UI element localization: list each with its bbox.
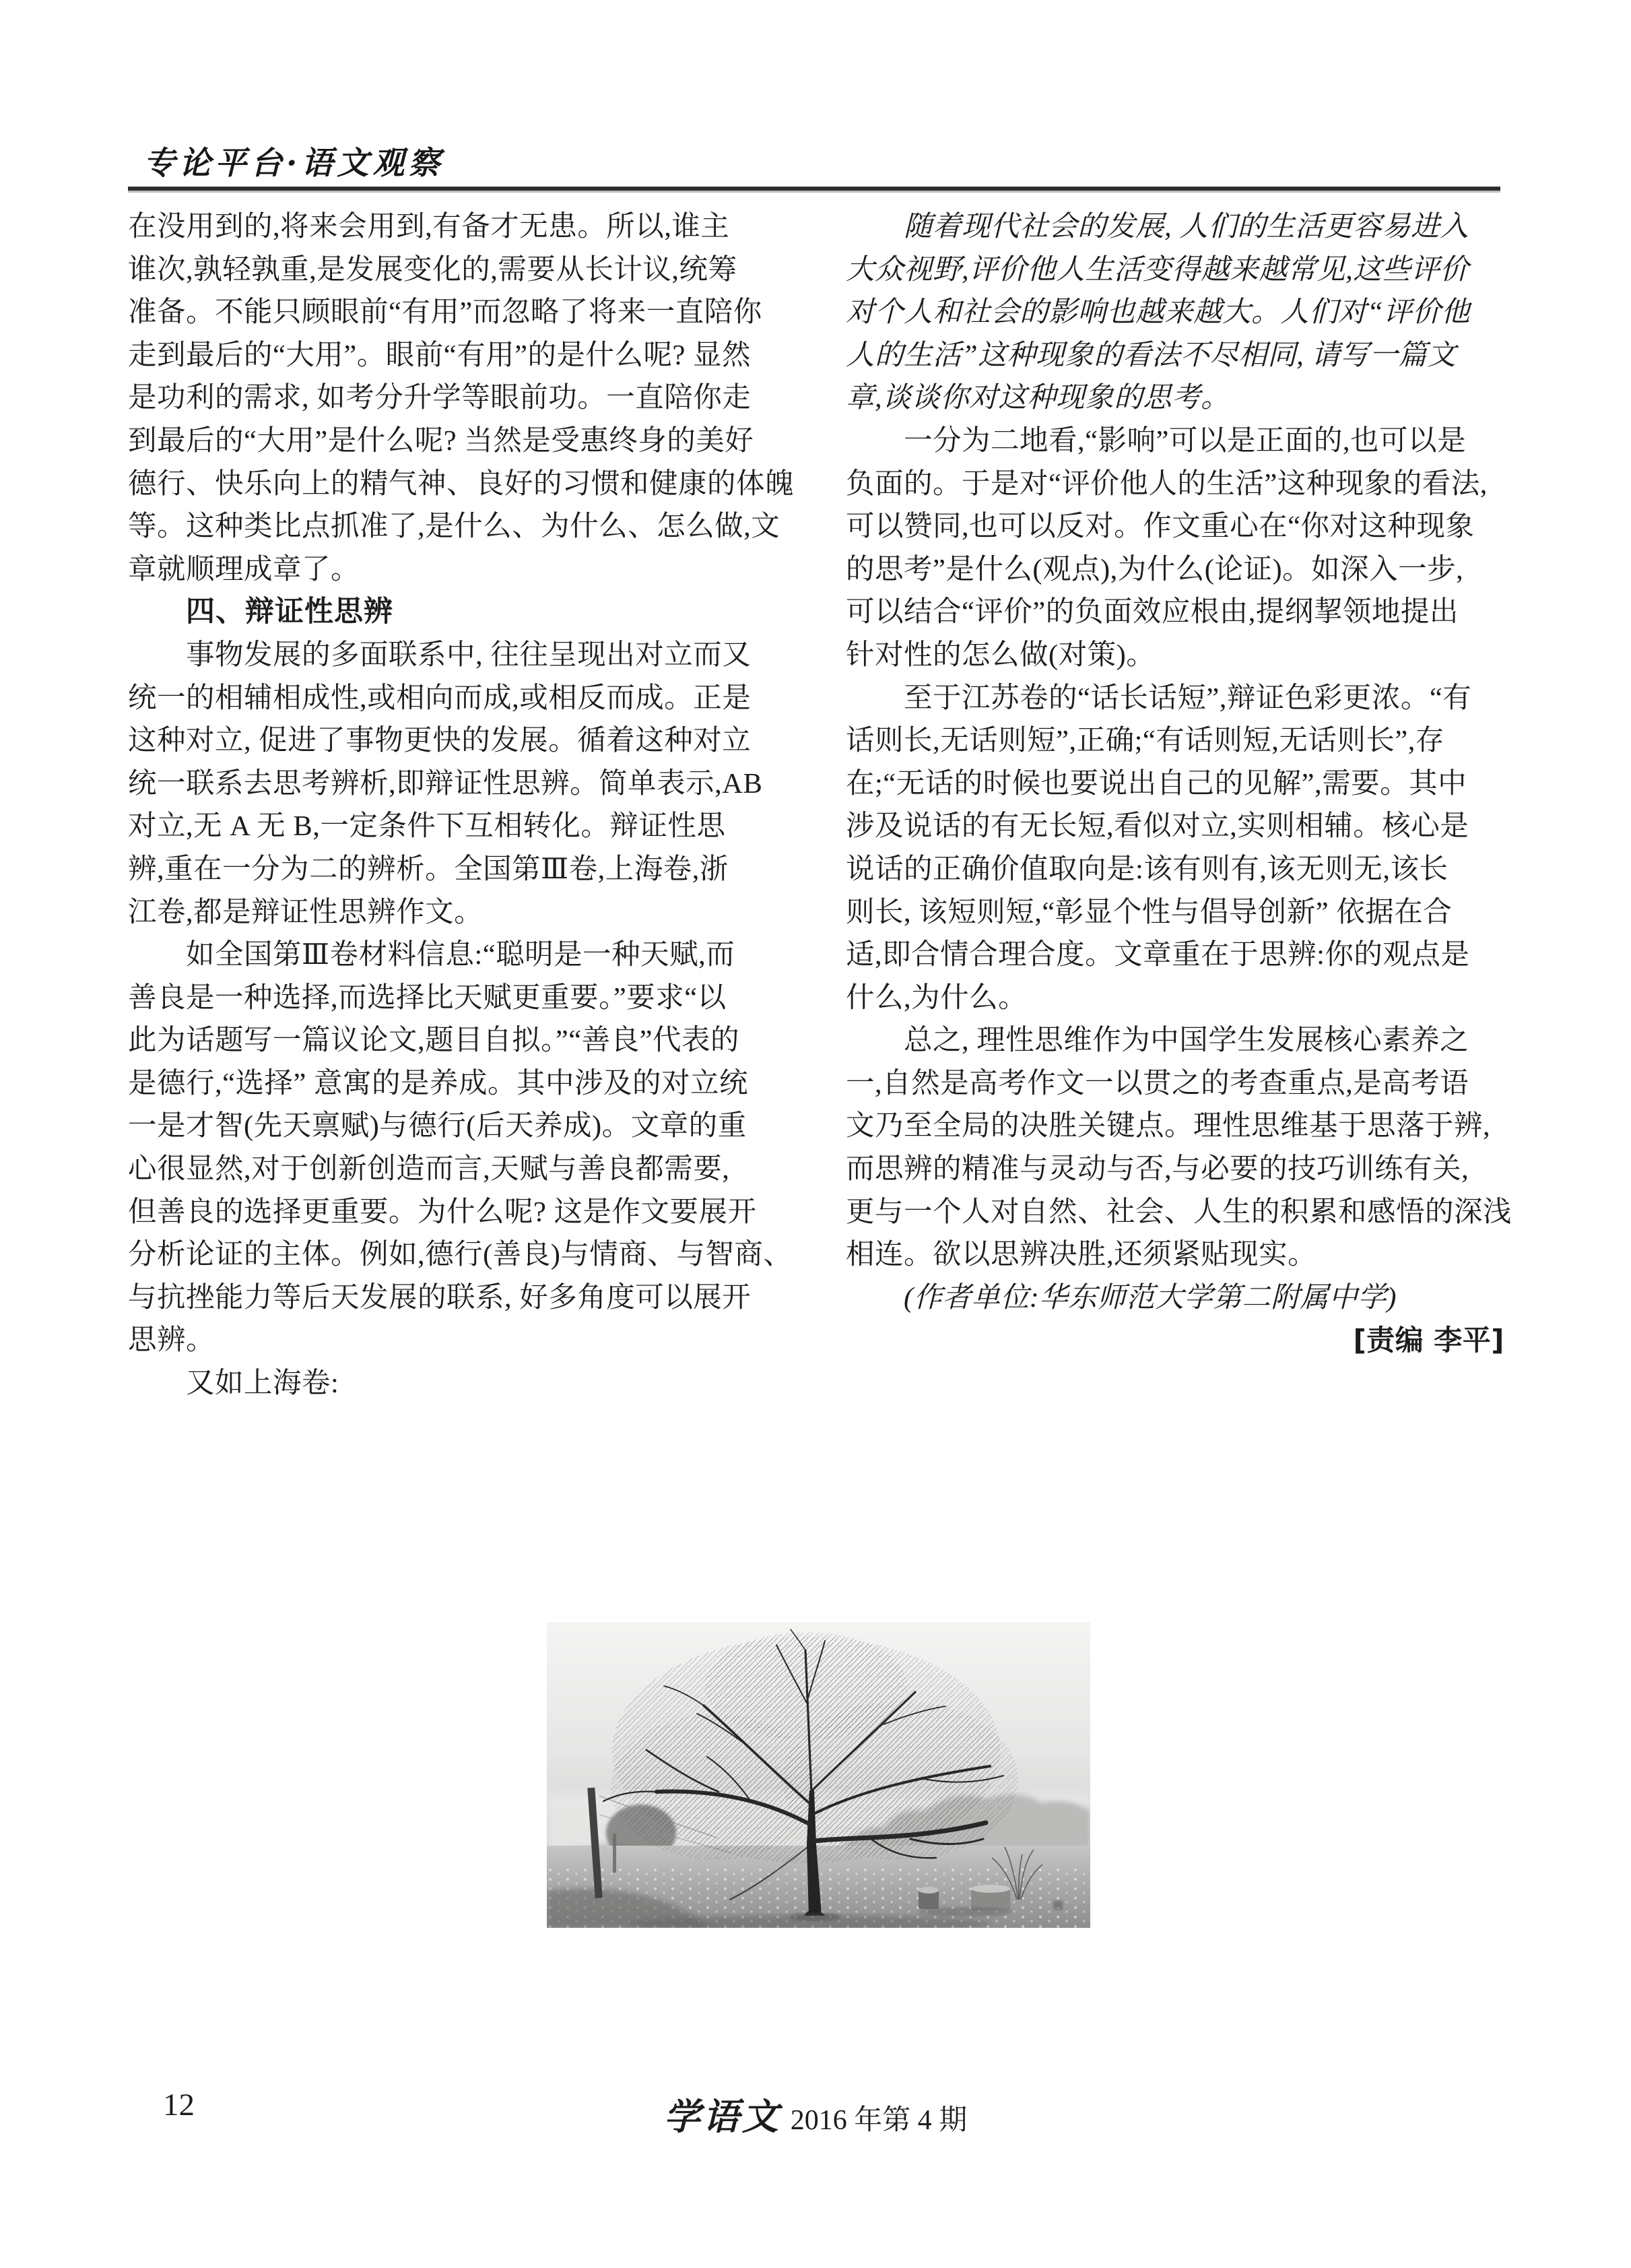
text-line: 可以结合“评价”的负面效应根由,提纲挈领地提出 [846, 596, 1459, 628]
text-line: 章就顺理成章了。 [128, 553, 360, 585]
text-line: 准备。不能只顾眼前“有用”而忽略了将来一直陪你 [128, 296, 762, 329]
right-column [846, 205, 1512, 1362]
text-line: 如全国第Ⅲ卷材料信息:“聪明是一种天赋,而 [186, 939, 735, 971]
text-line: 相连。欲以思辨决胜,还须紧贴现实。 [846, 1239, 1317, 1271]
section-heading: 四、辩证性思辨 [186, 595, 393, 629]
editor-credit: [责编 李平] [1353, 1324, 1504, 1357]
text-line: 统一联系去思考辨析,即辩证性思辨。简单表示,AB [128, 767, 763, 800]
text-line: 说话的正确价值取向是:该有则有,该无则无,该长 [846, 853, 1449, 885]
text-line: 人的生活”这种现象的看法不尽相同, 请写一篇文 [846, 339, 1457, 371]
text-line: 总之, 理性思维作为中国学生发展核心素养之 [904, 1025, 1469, 1057]
text-line: 更与一个人对自然、社会、人生的积累和感悟的深浅 [846, 1196, 1512, 1228]
text-line: 对立,无 A 无 B,一定条件下互相转化。辩证性思 [128, 810, 726, 843]
text-line: 又如上海卷: [186, 1367, 339, 1400]
text-line: 思辨。 [128, 1324, 215, 1357]
text-line: 到最后的“大用”是什么呢? 当然是受惠终身的美好 [128, 424, 754, 457]
text-line: 心很显然,对于创新创造而言,天赋与善良都需要, [128, 1153, 730, 1186]
page-number: 12 [163, 2087, 195, 2123]
text-line: 江卷,都是辩证性思辨作文。 [128, 896, 484, 928]
text-line: 辨,重在一分为二的辨析。全国第Ⅲ卷,上海卷,浙 [128, 853, 729, 885]
text-line: 一是才智(先天禀赋)与德行(后天养成)。文章的重 [128, 1110, 747, 1142]
text-line: 则长, 该短则短,“彰显个性与倡导创新” 依据在合 [846, 896, 1453, 928]
text-line: 事物发展的多面联系中, 往往呈现出对立而又 [186, 639, 752, 671]
text-line: 善良是一种选择,而选择比天赋更重要。”要求“以 [128, 981, 727, 1014]
text-line: 等。这种类比点抓准了,是什么、为什么、怎么做,文 [128, 511, 780, 543]
header-rule [128, 187, 1500, 191]
tree-photo [547, 1622, 1090, 1928]
text-line: 一分为二地看,“影响”可以是正面的,也可以是 [904, 424, 1466, 457]
tree-photo-illustration [547, 1622, 1090, 1928]
text-line: 的思考”是什么(观点),为什么(论证)。如深入一步, [846, 553, 1464, 585]
text-line: 适,即合情合理合度。文章重在于思辨:你的观点是 [846, 939, 1470, 971]
text-line: 是德行,“选择” 意寓的是养成。其中涉及的对立统 [128, 1067, 748, 1099]
journal-name: 学语文 [663, 2095, 781, 2138]
section-header-title: 专论平台·语文观察 [143, 145, 444, 182]
text-line: 文乃至全局的决胜关键点。理性思维基于思落于辨, [846, 1110, 1491, 1142]
text-line: 可以赞同,也可以反对。作文重心在“你对这种现象 [846, 511, 1475, 543]
text-line: 德行、快乐向上的精气神、良好的习惯和健康的体魄 [128, 467, 795, 500]
text-line: 走到最后的“大用”。眼前“有用”的是什么呢? 显然 [128, 339, 751, 371]
text-line: 在;“无话的时候也要说出自己的见解”,需要。其中 [846, 767, 1467, 800]
text-line: 是功利的需求, 如考分升学等眼前功。一直陪你走 [128, 382, 752, 414]
journal-footer [0, 2088, 1631, 2140]
text-line: 大众视野,评价他人生活变得越来越常见,这些评价 [846, 253, 1469, 286]
text-line: 随着现代社会的发展, 人们的生活更容易进入 [904, 211, 1469, 242]
text-line: 针对性的怎么做(对策)。 [846, 639, 1156, 671]
text-line: 与抗挫能力等后天发展的联系, 好多角度可以展开 [128, 1281, 752, 1314]
text-line: 涉及说话的有无长短,看似对立,实则相辅。核心是 [846, 810, 1469, 843]
text-line: 对个人和社会的影响也越来越大。人们对“评价他 [846, 296, 1471, 329]
text-line: 这种对立, 促进了事物更快的发展。循着这种对立 [128, 725, 752, 757]
journal-issue: 2016 年第 4 期 [790, 2105, 968, 2136]
author-affiliation: (作者单位:华东师范大学第二附属中学) [904, 1281, 1397, 1314]
text-line: 谁次,孰轻孰重,是发展变化的,需要从长计议,统筹 [128, 253, 737, 286]
left-column [128, 205, 795, 1405]
text-line: 章,谈谈你对这种现象的思考。 [846, 382, 1230, 414]
text-line: 在没用到的,将来会用到,有备才无患。所以,谁主 [128, 211, 730, 242]
text-line: 分析论证的主体。例如,德行(善良)与情商、与智商、 [128, 1239, 793, 1271]
text-line: 一,自然是高考作文一以贯之的考查重点,是高考语 [846, 1067, 1469, 1099]
text-line: 负面的。于是对“评价他人的生活”这种现象的看法, [846, 467, 1488, 500]
text-line: 此为话题写一篇议论文,题目自拟。”“善良”代表的 [128, 1025, 739, 1057]
text-line: 至于江苏卷的“话长话短”,辩证色彩更浓。“有 [904, 682, 1472, 714]
text-line: 话则长,无话则短”,正确;“有话则短,无话则长”,存 [846, 725, 1444, 757]
text-line: 统一的相辅相成性,或相向而成,或相反而成。正是 [128, 682, 752, 714]
text-line: 什么,为什么。 [846, 981, 1028, 1014]
text-line: 但善良的选择更重要。为什么呢? 这是作文要展开 [128, 1196, 757, 1228]
text-line: 而思辨的精准与灵动与否,与必要的技巧训练有关, [846, 1153, 1469, 1186]
